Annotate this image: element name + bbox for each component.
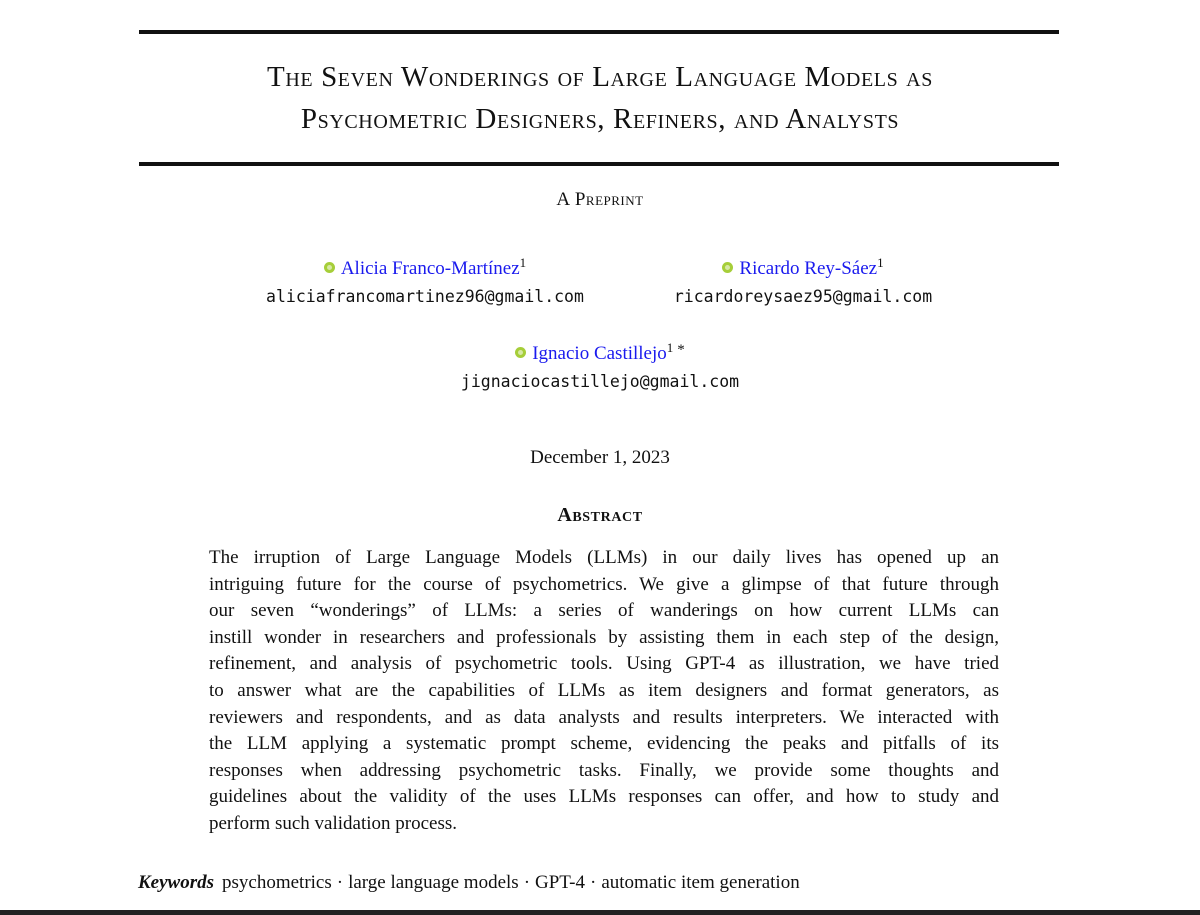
keywords-line [138,872,800,894]
abstract-line: refinement, and analysis of psychometric tools. Using GPT-4 as illustration, we have tried [209,653,999,675]
abstract-line: the LLM applying a systematic prompt scheme, evidencing the peaks and pitfalls of its [209,733,999,755]
preprint-label: A Preprint [556,189,644,210]
abstract-line: intriguing future for the course of psychometrics. We give a glimpse of that future through [209,573,999,595]
corresponding-author-mark: * [677,342,685,358]
orcid-icon[interactable] [324,262,335,273]
author-block-3 [375,336,825,395]
keyword-separator: · [336,872,344,893]
keyword-separator: · [590,872,597,893]
keyword-item: automatic item generation [601,872,800,893]
author-email: ricardoreysaez95@gmail.com [673,287,933,306]
title-top-rule [139,30,1059,34]
author-affiliation: 1 [666,340,674,355]
author-block-2 [583,251,1023,310]
publication-date: December 1, 2023 [530,447,670,468]
paper-title [100,56,1100,140]
abstract-line: The irruption of Large Language Models (LLMs) in our daily lives has opened up an [209,547,999,568]
abstract-line: guidelines about the validity of the uses LLMs responses can offer, and how to study and [209,786,999,808]
keywords-label: Keywords [138,872,214,893]
paper-title-line-2: Psychometric Designers, Refiners, and Analysts [300,103,900,135]
abstract-body [209,545,999,838]
keyword-item: GPT-4 [535,872,585,893]
keyword-item: large language models [348,872,519,893]
author-affiliation: 1 [519,255,527,270]
title-bottom-rule [139,162,1059,166]
author-email: jignaciocastillejo@gmail.com [460,372,740,391]
keyword-item: psychometrics [222,872,332,893]
author-name-link[interactable]: Ricardo Rey-Sáez [739,258,878,279]
orcid-icon[interactable] [722,262,733,273]
abstract-heading: Abstract [557,504,643,526]
page-bottom-edge [0,910,1200,915]
paper-title-line-1: The Seven Wonderings of Large Language Models as [267,61,933,93]
orcid-icon[interactable] [515,347,526,358]
abstract-line: our seven “wonderings” of LLMs: a series of wanderings on how current LLMs can [209,600,999,622]
abstract-line: instill wonder in researchers and professionals by assisting them in each step of the design, [209,626,999,648]
abstract-line: perform such validation process. [209,812,457,834]
author-affiliation: 1 [877,255,884,270]
abstract-line: reviewers and respondents, and as data analysts and results interpreters. We interacted with [209,706,999,728]
abstract-line: to answer what are the capabilities of LLMs as item designers and format generators, as [209,679,999,701]
keyword-separator: · [523,872,531,893]
abstract-line: responses when addressing psychometric tasks. Finally, we provide some thoughts and [209,759,999,781]
author-name-row [375,336,825,366]
author-email: aliciafrancomartinez96@gmail.com [266,287,584,306]
author-name-link[interactable]: Alicia Franco-Martínez [340,258,520,279]
author-name-row [583,251,1023,281]
author-name-link[interactable]: Ignacio Castillejo [532,343,667,364]
